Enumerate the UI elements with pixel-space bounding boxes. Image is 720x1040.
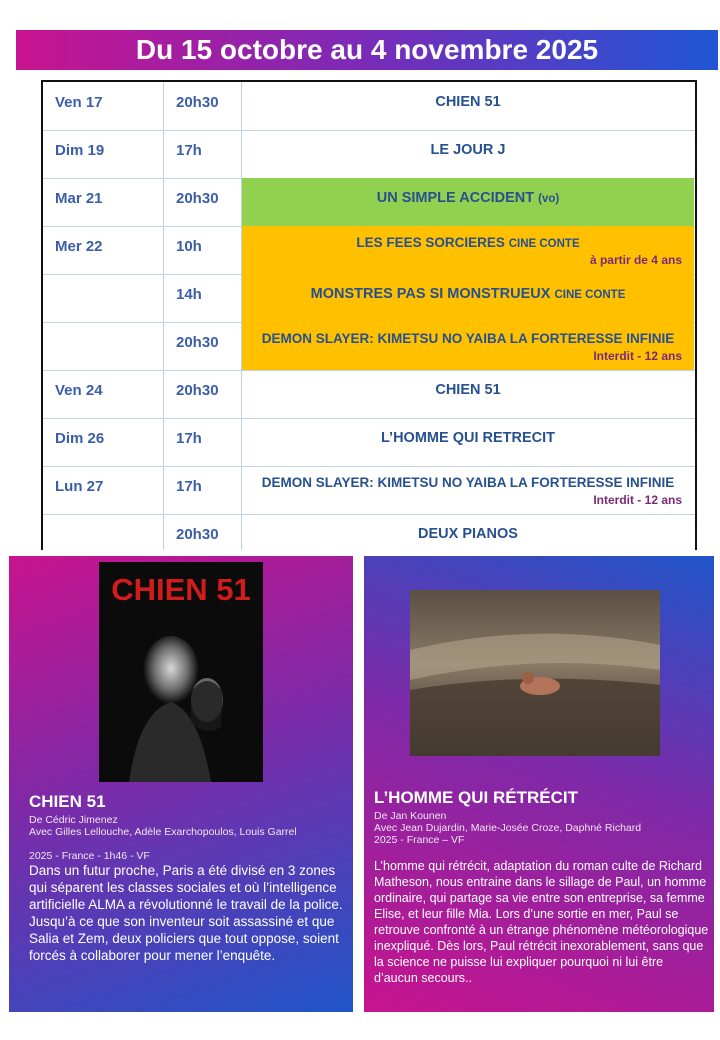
schedule-row xyxy=(43,274,695,323)
time-label: 20h30 xyxy=(176,382,219,399)
film-title: LE JOUR J xyxy=(430,142,506,158)
film-director: De Cédric Jimenez xyxy=(29,814,118,826)
time-cell xyxy=(164,178,242,226)
day-label: Mar 21 xyxy=(55,190,103,207)
age-note: à partir de 4 ans xyxy=(589,253,682,267)
film-cast: Avec Gilles Lellouche, Adèle Exarchopoulos, Louis Garrel xyxy=(29,826,297,838)
day-cell xyxy=(43,466,164,514)
day-label: Dim 26 xyxy=(55,430,105,447)
film-cell xyxy=(242,322,694,370)
film-still-artwork xyxy=(410,590,660,756)
time-label: 10h xyxy=(176,238,202,255)
film-title: L’HOMME QUI RÉTRÉCIT xyxy=(374,788,578,807)
time-cell xyxy=(164,466,242,514)
day-cell xyxy=(43,418,164,466)
time-cell xyxy=(164,370,242,418)
day-cell xyxy=(43,274,164,322)
day-label: Lun 27 xyxy=(55,478,104,495)
day-label: Mer 22 xyxy=(55,238,103,255)
day-cell xyxy=(43,178,164,226)
day-label: Ven 24 xyxy=(55,382,103,399)
film-cell xyxy=(242,418,694,466)
time-cell xyxy=(164,82,242,130)
film-extra: CINE CONTE xyxy=(554,289,626,301)
time-label: 17h xyxy=(176,142,202,159)
schedule-row xyxy=(43,178,695,227)
time-label: 20h30 xyxy=(176,94,219,111)
time-label: 20h30 xyxy=(176,334,219,351)
film-cell xyxy=(242,370,694,418)
day-label: Ven 17 xyxy=(55,94,103,111)
schedule-row xyxy=(43,322,695,371)
film-cell xyxy=(242,274,694,322)
time-label: 17h xyxy=(176,430,202,447)
poster-artwork xyxy=(99,562,263,782)
film-title: MONSTRES PAS SI MONSTRUEUX xyxy=(310,286,551,302)
film-cell xyxy=(242,226,694,274)
film-info: 2025 - France - 1h46 - VF xyxy=(29,850,150,862)
time-label: 20h30 xyxy=(176,526,219,543)
film-title: LES FEES SORCIERES xyxy=(356,235,505,250)
time-cell xyxy=(164,226,242,274)
day-cell xyxy=(43,514,164,550)
film-card-homme-qui-retrecit xyxy=(364,556,714,1012)
time-cell xyxy=(164,274,242,322)
schedule-table xyxy=(41,80,697,550)
film-synopsis: Dans un futur proche, Paris a été divisé en 3 zones qui séparent les classes sociales et où l’intelligence artificielle ALMA a révolutionné le travail de la police. Jusqu’à ce que son inventeur soit assassiné et que Salia et Zem, deux policiers que tout oppose, soient forcés à collaborer pour mener l’enquête. xyxy=(29,863,343,963)
schedule-row xyxy=(43,370,695,419)
film-synopsis: L’homme qui rétrécit, adaptation du roman culte de Richard Matheson, nous entraine dans le sillage de Paul, un homme ordinaire, qui partage sa vie entre son entreprise, sa femme Elise, et leur fille Mia. Lors d’une sortie en mer, Paul se retrouve confronté à un étrange phénomène météorologique inexpliqué. Dès lors, Paul rétrécit inexorablement, sans que la science ne puisse lui expliquer pourquoi ni lui être d’aucun secours.. xyxy=(374,859,709,985)
film-title: DEMON SLAYER: KIMETSU NO YAIBA LA FORTERESSE INFINIE xyxy=(261,475,675,490)
film-info: 2025 - France – VF xyxy=(374,834,465,846)
film-title: DEUX PIANOS xyxy=(418,526,518,542)
film-poster xyxy=(99,562,263,782)
film-title-line xyxy=(242,190,694,206)
day-cell xyxy=(43,226,164,274)
film-title: CHIEN 51 xyxy=(435,382,501,398)
day-cell xyxy=(43,322,164,370)
film-title-line xyxy=(242,286,694,302)
schedule-row xyxy=(43,466,695,515)
schedule-row xyxy=(43,418,695,467)
day-label: Dim 19 xyxy=(55,142,105,159)
film-title-line xyxy=(242,235,694,250)
time-cell xyxy=(164,130,242,178)
schedule-row xyxy=(43,514,695,550)
film-cell xyxy=(242,82,694,130)
time-label: 20h30 xyxy=(176,190,219,207)
film-title: L’HOMME QUI RETRECIT xyxy=(381,430,555,446)
schedule-row xyxy=(43,82,695,131)
time-cell xyxy=(164,418,242,466)
time-cell xyxy=(164,322,242,370)
age-note: Interdit - 12 ans xyxy=(593,349,682,363)
page-title: Du 15 octobre au 4 novembre 2025 xyxy=(135,34,599,65)
film-cell xyxy=(242,130,694,178)
film-title: DEMON SLAYER: KIMETSU NO YAIBA LA FORTERESSE INFINIE xyxy=(261,331,675,346)
header-banner xyxy=(16,30,718,70)
film-extra: CINE CONTE xyxy=(508,238,580,250)
film-still xyxy=(410,590,660,756)
film-cast: Avec Jean Dujardin, Marie-Josée Croze, Daphné Richard xyxy=(374,822,642,834)
day-cell xyxy=(43,370,164,418)
film-director: De Jan Kounen xyxy=(374,810,447,822)
film-cell xyxy=(242,514,694,562)
day-cell xyxy=(43,82,164,130)
film-cell xyxy=(242,466,694,514)
schedule-row xyxy=(43,226,695,275)
time-label: 14h xyxy=(176,286,202,303)
film-title: CHIEN 51 xyxy=(29,792,106,811)
schedule-row xyxy=(43,130,695,179)
time-label: 17h xyxy=(176,478,202,495)
film-card-chien-51 xyxy=(9,556,353,1012)
film-title: UN SIMPLE ACCIDENT xyxy=(376,190,535,206)
film-title: CHIEN 51 xyxy=(435,94,501,110)
time-cell xyxy=(164,514,242,550)
age-note: Interdit - 12 ans xyxy=(593,493,682,507)
film-extra: (vo) xyxy=(538,193,560,205)
day-cell xyxy=(43,130,164,178)
poster-title: CHIEN 51 xyxy=(111,572,251,607)
film-cell xyxy=(242,178,694,226)
